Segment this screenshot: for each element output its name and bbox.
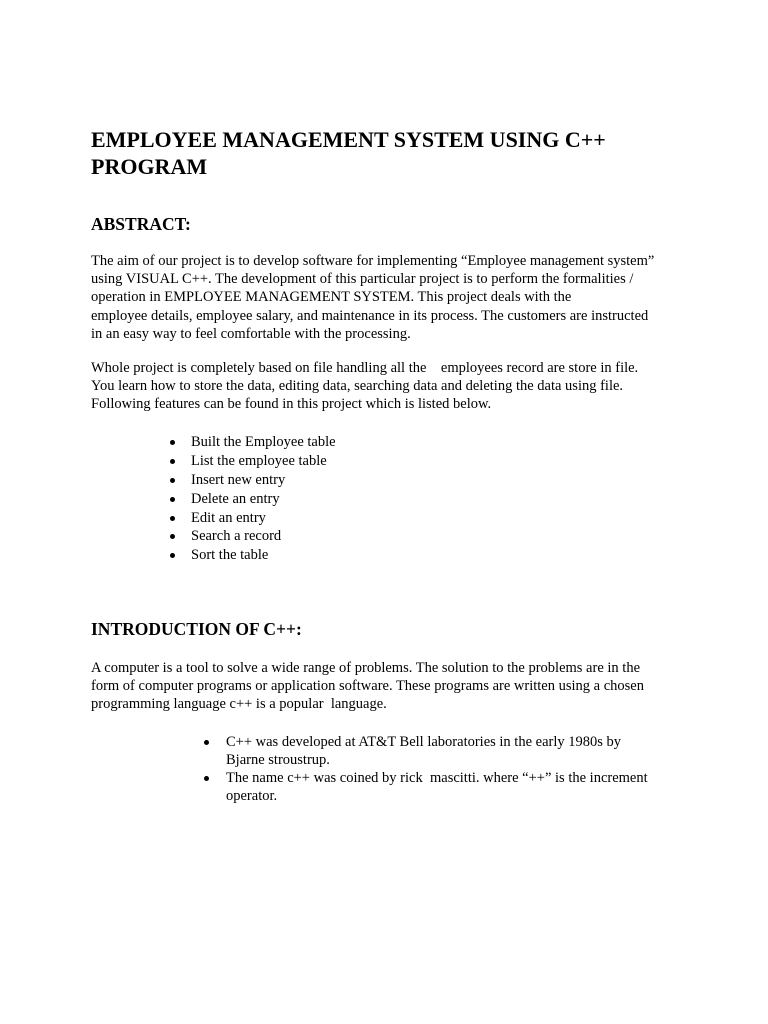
abstract-paragraph-1 (91, 252, 691, 343)
list-item-text: Built the Employee table (191, 434, 336, 450)
bullet-icon (204, 776, 209, 781)
text-line: Following features can be found in this project which is listed below. (91, 396, 492, 413)
list-item-text: List the employee table (191, 452, 327, 469)
list-item (191, 490, 336, 509)
bullet-icon (170, 534, 175, 539)
text-line: A computer is a tool to solve a wide range of problems. The solution to the problems are in the (91, 660, 641, 676)
list-item (191, 527, 336, 546)
text-line: form of computer programs or application software. These programs are written using a chosen (91, 678, 644, 695)
text-line: You learn how to store the data, editing data, searching data and deleting the data using file. (91, 378, 624, 395)
list-item (191, 509, 336, 528)
list-item-text: The name c++ was coined by rick mascitti. where “++” is the increment (226, 770, 648, 786)
bullet-icon (170, 516, 175, 521)
list-item (191, 433, 336, 452)
text-line: The aim of our project is to develop software for implementing “Employee management system” (91, 253, 655, 269)
document-title (91, 126, 691, 180)
list-item-text: Insert new entry (191, 471, 286, 488)
list-item-text: operator. (226, 788, 278, 804)
list-item (226, 733, 686, 769)
list-item-text: Search a record (191, 528, 282, 545)
list-item (191, 452, 336, 471)
abstract-heading: ABSTRACT: (91, 214, 191, 234)
list-item-text: Sort the table (191, 547, 269, 564)
list-item-text: Edit an entry (191, 509, 266, 526)
bullet-icon (204, 740, 209, 745)
bullet-icon (170, 440, 175, 445)
features-list (191, 433, 336, 565)
list-item-text: C++ was developed at AT&T Bell laboratories in the early 1980s by (226, 734, 622, 750)
list-item (226, 769, 686, 805)
list-item (191, 471, 336, 490)
bullet-icon (170, 497, 175, 502)
bullet-icon (170, 459, 175, 464)
text-line: in an easy way to feel comfortable with the processing. (91, 325, 411, 342)
list-item (191, 546, 336, 565)
title-line-1: EMPLOYEE MANAGEMENT SYSTEM USING C++ (91, 127, 606, 152)
text-line: Whole project is completely based on file handling all the employees record are store in file. (91, 360, 639, 376)
abstract-paragraph-2 (91, 359, 691, 414)
bullet-icon (170, 553, 175, 558)
title-line-2: PROGRAM (91, 154, 208, 179)
introduction-paragraph (91, 659, 691, 714)
list-item-text: Bjarne stroustrup. (226, 752, 330, 768)
text-line: programming language c++ is a popular language. (91, 696, 387, 713)
introduction-heading: INTRODUCTION OF C++: (91, 619, 302, 639)
list-item-text: Delete an entry (191, 490, 280, 507)
text-line: employee details, employee salary, and maintenance in its process. The customers are instructed (91, 307, 649, 324)
text-line: using VISUAL C++. The development of this particular project is to perform the formalities / (91, 271, 634, 288)
cpp-facts-list (226, 733, 686, 805)
bullet-icon (170, 478, 175, 483)
text-line: operation in EMPLOYEE MANAGEMENT SYSTEM. This project deals with the (91, 289, 572, 306)
